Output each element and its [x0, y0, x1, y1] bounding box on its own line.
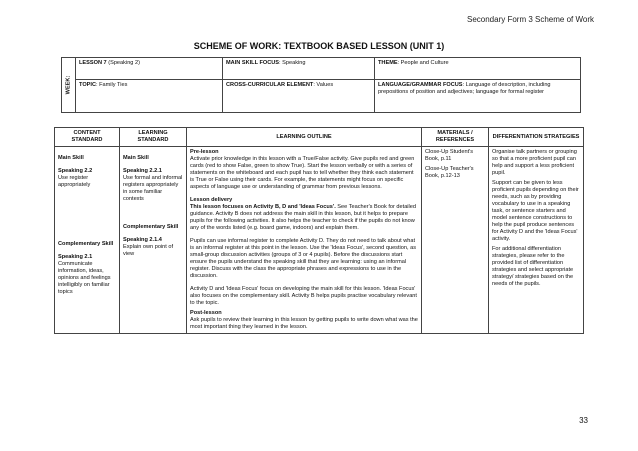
post-lesson-title: Post-lesson — [190, 309, 222, 316]
material-teachers-book: Close-Up Teacher's Book, p.12-13 — [425, 165, 474, 179]
learning-main-skill-desc: Use formal and informal registers appropriately in some familiar contexts — [123, 174, 183, 202]
col-header-learning-outline: LEARNING OUTLINE — [187, 128, 422, 147]
differentiation-strategy-3: For additional differentiation strategies, please refer to the provided list of differentiation strategies and select appropriate strategy/ strategies based on the needs of the pupils. — [492, 245, 574, 287]
language-focus-value: : Language of description, including prepositions of position and adjectives; language for formal register — [378, 82, 551, 95]
materials-cell — [422, 147, 489, 334]
cross-curricular-value: : Values — [313, 82, 334, 88]
week-cell — [62, 58, 76, 113]
skill-label: MAIN SKILL FOCUS — [226, 60, 280, 66]
lesson-plan-table — [54, 127, 584, 334]
skill-cell — [223, 58, 375, 80]
topic-cell — [76, 80, 223, 113]
col-header-materials: MATERIALS / REFERENCES — [422, 128, 489, 147]
lesson-delivery-intro — [190, 204, 418, 232]
page-number: 33 — [579, 416, 588, 425]
learning-comp-skill-desc: Explain own point of view — [123, 243, 174, 257]
theme-value: : People and Culture — [397, 60, 449, 66]
differentiation-strategy-2: Support can be given to less proficient pupils depending on their needs, such as by providing vocabulary to use in a speaking task, or sentence starters and model sentence constructions to help the pupil produce sentences for Activity D and the 'Ideas Focus' activity. — [492, 179, 579, 242]
week-label: WEEK: — [65, 75, 72, 95]
content-standard-cell — [55, 147, 120, 334]
lesson-info-table — [61, 57, 581, 113]
topic-value: : Family Ties — [96, 82, 128, 88]
lesson-delivery-text-3: Activity D and 'Ideas Focus' focus on developing the main skill for this lesson. 'Ideas Focus' also focuses on the complementary skill. Activity B helps pupils practise vocabulary relevant to the topic. — [190, 285, 417, 306]
language-focus-label: LANGUAGE/GRAMMAR FOCUS — [378, 82, 463, 88]
cross-curricular-cell — [223, 80, 375, 113]
language-focus-cell — [375, 80, 581, 113]
col-header-learning-standard: LEARNING STANDARD — [120, 128, 187, 147]
pre-lesson-text: Activate prior knowledge in this lesson with a True/False activity. Give pupils red and green cards (red to show False, green to show True). Start the lesson verbally or with a series of statements on the whiteboard and each pupil has to tell whether they think each statement is True or False using their cards. For example, the statements might focus on specific aspects of language use or understanding of grammar from previous lessons. — [190, 155, 415, 190]
differentiation-cell — [489, 147, 584, 334]
lesson-delivery-title: Lesson delivery — [190, 196, 233, 203]
page-title: SCHEME OF WORK: TEXTBOOK BASED LESSON (UNIT 1) — [193, 41, 445, 51]
content-comp-skill-label: Complementary Skill — [58, 240, 114, 247]
topic-label: TOPIC — [79, 82, 96, 88]
lesson-label: LESSON 7 — [79, 60, 107, 66]
lesson-value: (Speaking 2) — [106, 60, 140, 66]
learning-main-skill-label: Main Skill — [123, 155, 149, 161]
content-main-skill-code: Speaking 2.2 — [58, 167, 93, 174]
learning-comp-skill-code: Speaking 2.1.4 — [123, 236, 162, 243]
lesson-delivery-text-2: Pupils can use informal register to complete Activity D. They do not need to talk about what is an informal register at this point in the lesson. Use the 'Ideas Focus', second question, as small-group discussion activities (groups of 3 or 4 pupils). Before the discussions start ensure the pupils understand the speaking skill that they are learning: using an informal register. Discuss with the class the appropriate phrases and expressions to use in the discussion. — [190, 237, 417, 279]
lesson-delivery-text-1: See Teacher's Book for detailed guidance. Activity B does not address the main skill in this lesson, but it helps to prepare pupils for the following activities. It also helps the teacher to check if the pupils do not know any of the words listed (e.g. board game, indoors) and explain them. — [190, 203, 417, 231]
content-comp-skill-desc: Communicate information, ideas, opinions and feelings intelligibly on familiar topics — [58, 260, 111, 295]
material-students-book: Close-Up Student's Book, p.11 — [425, 149, 474, 162]
learning-outline-cell — [187, 147, 422, 334]
col-header-content-standard: CONTENT STANDARD — [55, 128, 120, 147]
learning-comp-skill-label: Complementary Skill — [123, 223, 179, 230]
learning-main-skill-code: Speaking 2.2.1 — [123, 167, 162, 174]
theme-label: THEME — [378, 60, 398, 66]
skill-value: : Speaking — [279, 60, 306, 66]
post-lesson-text: Ask pupils to review their learning in this lesson by getting pupils to write down what was the most important thing they learned in the lesson. — [190, 316, 418, 330]
content-main-skill-desc: Use register appropriately — [58, 174, 91, 188]
cross-curricular-label: CROSS-CURRICULAR ELEMENT — [226, 82, 314, 88]
content-comp-skill-code: Speaking 2.1 — [58, 253, 93, 260]
pre-lesson-title: Pre-lesson — [190, 149, 219, 155]
lesson-cell — [76, 58, 223, 80]
learning-standard-cell — [120, 147, 187, 334]
lesson-delivery-focus: This lesson focuses on Activity B, D and 'Ideas Focus'. — [190, 203, 336, 210]
content-main-skill-label: Main Skill — [58, 155, 84, 161]
theme-cell — [375, 58, 581, 80]
running-header: Secondary Form 3 Scheme of Work — [466, 15, 594, 24]
differentiation-strategy-1: Organise talk partners or grouping so that a more proficient pupil can help and support a less proficient pupil. — [492, 149, 577, 176]
col-header-differentiation: DIFFERENTIATION STRATEGIES — [489, 128, 584, 147]
